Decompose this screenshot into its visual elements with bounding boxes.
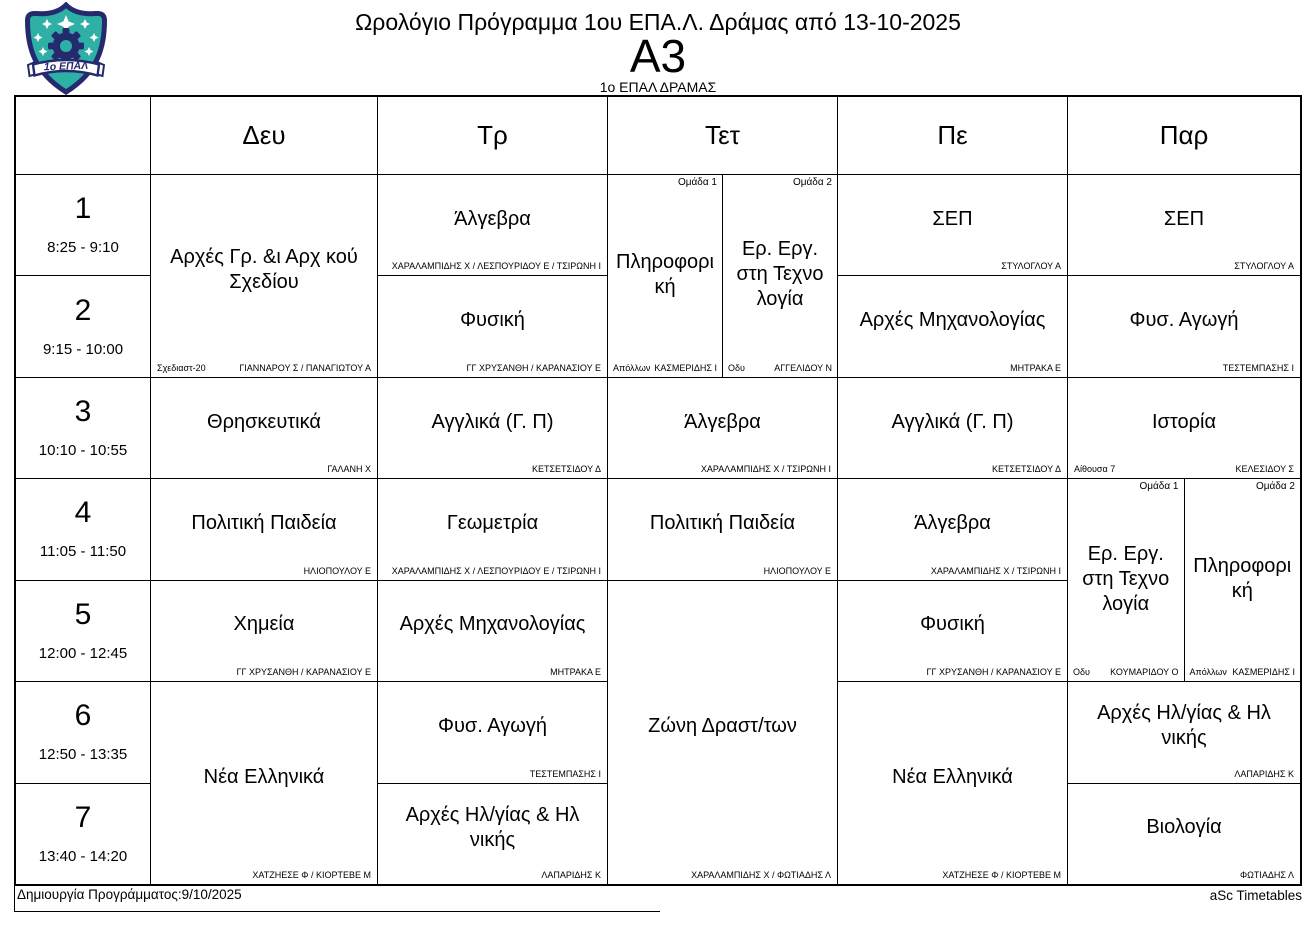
teacher: ΜΗΤΡΑΚΑ Ε [1010,362,1061,373]
teacher: ΓΙΑΝΝΑΡΟΥ Σ / ΠΑΝΑΓΙΩΤΟΥ Α [239,362,371,373]
school-name: 1ο ΕΠΑΛ ΔΡΑΜΑΣ [599,79,717,95]
period-2 [16,275,150,376]
footer-box [14,886,660,912]
asc-timetables-label: aSc Timetables [1209,888,1302,903]
teacher: ΓΓ ΧΡΥΣΑΝΘΗ / ΚΑΡΑΝΑΣΙΟΥ Ε [236,667,371,678]
teacher: ΧΑΡΑΛΑΜΠΙΔΗΣ Χ / ΤΣΙΡΩΝΗ Ι [700,464,831,475]
teacher: ΚΑΣΜΕΡΙΔΗΣ Ι [654,362,717,373]
teacher: ΓΑΛΑΝΗ Χ [327,464,371,475]
subject: Αρχές Ηλ/γίας & Ηλ νικής [1097,702,1271,750]
subject: Αρχές Μηχανολογίας [399,613,586,636]
subject: Αρχές Γρ. &ι Αρχ κού Σχεδίου [170,245,358,293]
lesson-cell-mon-6-7 [150,681,377,884]
period-5 [16,580,150,681]
lesson-cell-tue-1 [377,174,607,275]
lesson-cell-thu-2 [837,275,1067,376]
lesson-cell-fri-7 [1067,783,1300,884]
subject: Ζώνη Δραστ/των [648,714,797,737]
subject: ΣΕΠ [1163,207,1205,230]
teacher: ΛΑΠΑΡΙΔΗΣ Κ [541,870,601,880]
room: Απόλλων [1189,667,1227,678]
subject: ΣΕΠ [932,207,973,230]
subject: Ερ. Εργ. στη Τεχνο λογία [1082,542,1170,615]
subject: Ιστορία [1151,410,1217,433]
subject: Νέα Ελληνικά [203,765,325,788]
day-header-fri: Παρ [1067,97,1300,174]
lesson-cell-thu-6-7 [837,681,1067,884]
period-time: 11:05 - 11:50 [39,543,127,561]
period-number: 7 [74,800,92,834]
lesson-cell-wed-5-7 [607,580,837,884]
subject: Ερ. Εργ. στη Τεχνο λογία [736,238,824,311]
subject: Νέα Ελληνικά [892,765,1013,788]
class-name: A3 [629,30,687,82]
teacher: ΧΑΤΖΗΕΣΕ Φ / ΚΙΟΡΤΕΒΕ Μ [942,870,1061,880]
period-time: 9:15 - 10:00 [42,340,124,358]
period-time: 12:00 - 12:45 [38,644,128,662]
lesson-cell-tue-7 [377,783,607,884]
teacher: ΧΑΡΑΛΑΜΠΙΔΗΣ Χ / ΦΩΤΙΑΔΗΣ Λ [691,870,831,880]
lesson-cell-tue-2 [377,275,607,376]
subject: Φυσ. Αγωγή [438,714,547,737]
lesson-cell-wed-3 [607,377,837,478]
day-header-wed: Τετ [607,97,837,174]
period-number: 5 [74,597,92,631]
logo-banner-text: 1ο ΕΠΑΛ [43,59,89,74]
lesson-cell-mon-1-2 [150,174,377,377]
lesson-cell-wed-1-2-split [607,174,837,377]
group-label: Ομάδα 2 [792,177,832,188]
group-1-half [1068,479,1184,681]
lesson-cell-thu-5 [837,580,1067,681]
period-number: 1 [74,192,92,226]
teacher: ΚΑΣΜΕΡΙΔΗΣ Ι [1232,667,1295,678]
timetable-grid [14,95,1302,886]
period-1 [16,174,150,275]
lesson-cell-fri-4-5-split [1067,478,1300,681]
lesson-cell-fri-6 [1067,681,1300,782]
subject: Πληροφορική [1193,555,1292,603]
subject: Χημεία [233,613,295,636]
teacher: ΓΓ ΧΡΥΣΑΝΘΗ / ΚΑΡΑΝΑΣΙΟΥ Ε [466,362,601,373]
subject: Βιολογία [1146,816,1222,839]
period-time: 10:10 - 10:55 [38,442,128,460]
day-header-mon: Δευ [150,97,377,174]
creation-date-label: Δημιουργία Προγράμματος:9/10/2025 [17,887,242,902]
group-2-half [1184,479,1301,681]
group-label: Ομάδα 1 [677,177,717,188]
corner-cell [16,97,150,174]
day-header-tue: Τρ [377,97,607,174]
subject: Πολιτική Παιδεία [191,511,337,534]
teacher: ΑΓΓΕΛΙΔΟΥ Ν [774,362,832,373]
subject: Άλγεβρα [454,207,531,230]
subject: Πληροφορική [616,250,714,298]
teacher: ΤΕΣΤΕΜΠΑΣΗΣ Ι [529,768,601,779]
group-2-half [722,175,837,377]
lesson-cell-tue-3 [377,377,607,478]
room: Σχεδιαστ-20 [157,362,206,373]
lesson-cell-thu-1 [837,174,1067,275]
teacher: ΣΤΥΛΟΓΛΟΥ Α [1001,261,1061,272]
group-label: Ομάδα 2 [1255,481,1295,493]
period-number: 4 [74,496,92,530]
teacher: ΧΑΡΑΛΑΜΠΙΔΗΣ Χ / ΛΕΣΠΟΥΡΙΔΟΥ Ε / ΤΣΙΡΩΝΗ Ι [391,261,601,272]
teacher: ΗΛΙΟΠΟΥΛΟΥ Ε [763,565,831,576]
teacher: ΗΛΙΟΠΟΥΛΟΥ Ε [303,565,371,576]
teacher: ΧΑΤΖΗΕΣΕ Φ / ΚΙΟΡΤΕΒΕ Μ [252,870,371,880]
subject: Αγγλικά (Γ. Π) [431,410,554,433]
subject: Θρησκευτικά [207,410,321,433]
teacher: ΧΑΡΑΛΑΜΠΙΔΗΣ Χ / ΛΕΣΠΟΥΡΙΔΟΥ Ε / ΤΣΙΡΩΝΗ Ι [391,565,601,576]
subject: Αγγλικά (Γ. Π) [891,410,1014,433]
group-1-half [608,175,722,377]
lesson-cell-mon-4 [150,478,377,579]
teacher: ΦΩΤΙΑΔΗΣ Λ [1240,870,1294,880]
lesson-cell-mon-5 [150,580,377,681]
period-time: 12:50 - 13:35 [38,746,128,764]
group-label: Ομάδα 1 [1139,481,1179,493]
period-time: 8:25 - 9:10 [47,239,119,257]
teacher: ΜΗΤΡΑΚΑ Ε [550,667,601,678]
subject: Αρχές Ηλ/γίας & Ηλ νικής [405,803,580,851]
room: Αίθουσα 7 [1074,464,1116,475]
teacher: ΚΕΛΕΣΙΔΟΥ Σ [1235,464,1294,475]
lesson-cell-thu-3 [837,377,1067,478]
lesson-cell-mon-3 [150,377,377,478]
lesson-cell-fri-2 [1067,275,1300,376]
teacher: ΣΤΥΛΟΓΛΟΥ Α [1234,261,1294,272]
subject: Άλγεβρα [914,511,991,534]
page-title: Ωρολόγιο Πρόγραμμα 1ου ΕΠΑ.Λ. Δράμας από 13-10-2025 [355,9,961,35]
period-6 [16,681,150,782]
period-4 [16,478,150,579]
period-time: 13:40 - 14:20 [38,847,128,865]
period-7 [16,783,150,884]
period-number: 2 [74,293,92,327]
lesson-cell-wed-4 [607,478,837,579]
teacher: ΚΕΤΣΕΤΣΙΔΟΥ Δ [531,464,601,475]
period-number: 3 [74,395,92,429]
subject: Αρχές Μηχανολογίας [859,309,1046,332]
teacher: ΧΑΡΑΛΑΜΠΙΔΗΣ Χ / ΤΣΙΡΩΝΗ Ι [930,565,1061,576]
subject: Γεωμετρία [446,511,539,534]
subject: Φυσική [920,613,985,636]
lesson-cell-fri-1 [1067,174,1300,275]
period-number: 6 [74,699,92,733]
subject: Πολιτική Παιδεία [649,511,796,534]
lesson-cell-fri-3 [1067,377,1300,478]
teacher: ΛΑΠΑΡΙΔΗΣ Κ [1234,768,1294,779]
subject: Άλγεβρα [684,410,761,433]
lesson-cell-thu-4 [837,478,1067,579]
lesson-cell-tue-4 [377,478,607,579]
room: Απόλλων [613,362,651,373]
room: Οδυ [1073,667,1090,678]
subject: Φυσ. Αγωγή [1129,309,1239,332]
subject: Φυσική [460,309,525,332]
teacher: ΚΟΥΜΑΡΙΔΟΥ Ο [1110,667,1179,678]
lesson-cell-tue-5 [377,580,607,681]
teacher: ΤΕΣΤΕΜΠΑΣΗΣ Ι [1222,362,1294,373]
room: Οδυ [728,362,745,373]
period-3 [16,377,150,478]
day-header-thu: Πε [837,97,1067,174]
lesson-cell-tue-6 [377,681,607,782]
teacher: ΚΕΤΣΕΤΣΙΔΟΥ Δ [991,464,1061,475]
teacher: ΓΓ ΧΡΥΣΑΝΘΗ / ΚΑΡΑΝΑΣΙΟΥ Ε [926,667,1061,678]
